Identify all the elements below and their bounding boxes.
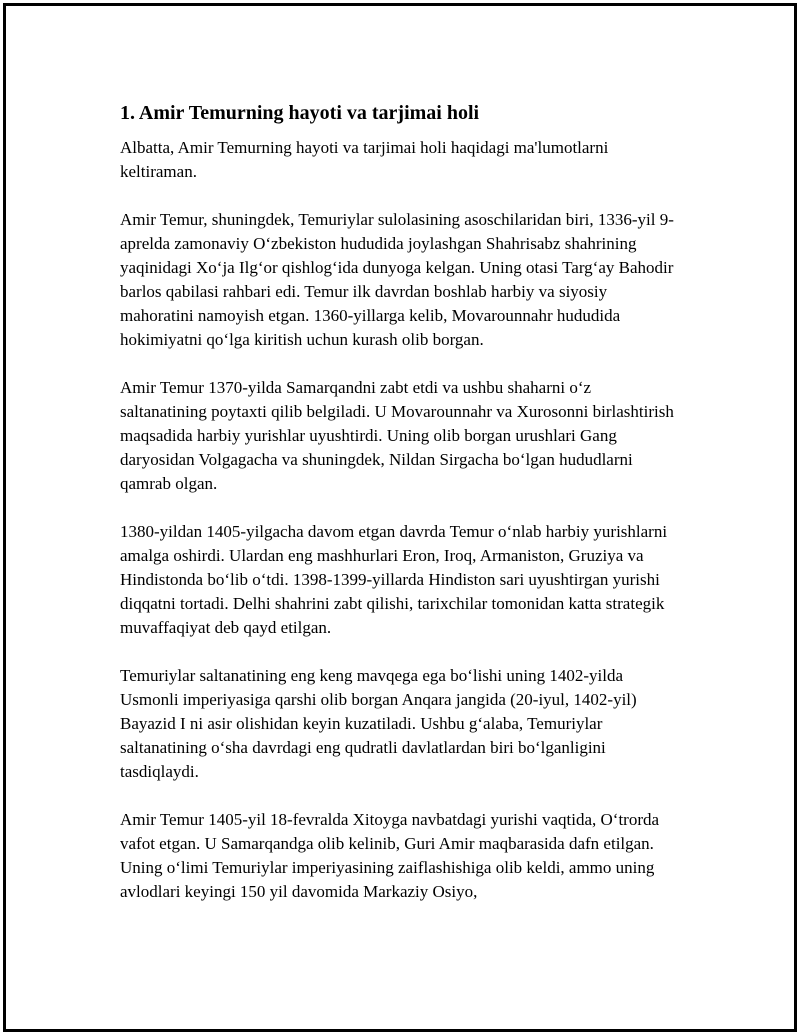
page-frame <box>3 3 797 1032</box>
paragraph-ankara-battle: Temuriylar saltanatining eng keng mavqega ega bo‘lishi uning 1402-yilda Usmonli imperiyasiga qarshi olib borgan Anqara jangida (20-iyul, 1402-yil) Bayazid I ni asir olishidan keyin kuzatiladi. Ushbu g‘alaba, Temuriylar saltanatining o‘sha davrdagi eng qudratli davlatlardan biri bo‘lganligini tasdiqlaydi. <box>120 666 637 781</box>
document-body <box>120 100 680 928</box>
paragraph-military-campaigns: 1380-yildan 1405-yilgacha davom etgan davrda Temur o‘nlab harbiy yurishlarni amalga oshirdi. Ulardan eng mashhurlari Eron, Iroq, Armaniston, Gruziya va Hindistonda bo‘lib o‘tdi. 1398-1399-yillarda Hindiston sari uyushtirgan yurishi diqqatni tortadi. Delhi shahrini zabt qilishi, tarixchilar tomonidan katta strategik muvaffaqiyat deb qayd etilgan. <box>120 522 668 637</box>
paragraph-intro: Albatta, Amir Temurning hayoti va tarjimai holi haqidagi ma'lumotlarni keltiraman. <box>120 138 609 181</box>
document-title: 1. Amir Temurning hayoti va tarjimai holi <box>120 102 480 124</box>
paragraph-birth-and-early-life: Amir Temur, shuningdek, Temuriylar sulolasining asoschilaridan biri, 1336-yil 9-aprelda zamonaviy O‘zbekiston hududida joylashgan Shahrisabz shahrining yaqinidagi Xo‘ja Ilg‘or qishlog‘ida dunyoga kelgan. Uning otasi Targ‘ay Bahodir barlos qabilasi rahbari edi. Temur ilk davrdan boshlab harbiy va siyosiy mahoratini namoyish etgan. 1360-yillarga kelib, Movarounnahr hududida hokimiyatni qo‘lga kiritish uchun kurash olib borgan. <box>120 210 674 349</box>
paragraph-samarkand-capital: Amir Temur 1370-yilda Samarqandni zabt etdi va ushbu shaharni o‘z saltanatining poytaxti qilib belgiladi. U Movarounnahr va Xurosonni birlashtirish maqsadida harbiy yurishlar uyushtirdi. Uning olib borgan urushlari Gang daryosidan Volgagacha va shuningdek, Nildan Sirgacha bo‘lgan hududlarni qamrab olgan. <box>120 378 674 493</box>
paragraph-death: Amir Temur 1405-yil 18-fevralda Xitoyga navbatdagi yurishi vaqtida, O‘trorda vafot etgan. U Samarqandga olib kelinib, Guri Amir maqbarasida dafn etilgan. Uning o‘limi Temuriylar imperiyasining zaiflashishiga olib keldi, ammo uning avlodlari keyingi 150 yil davomida Markaziy Osiyo, <box>120 810 660 901</box>
